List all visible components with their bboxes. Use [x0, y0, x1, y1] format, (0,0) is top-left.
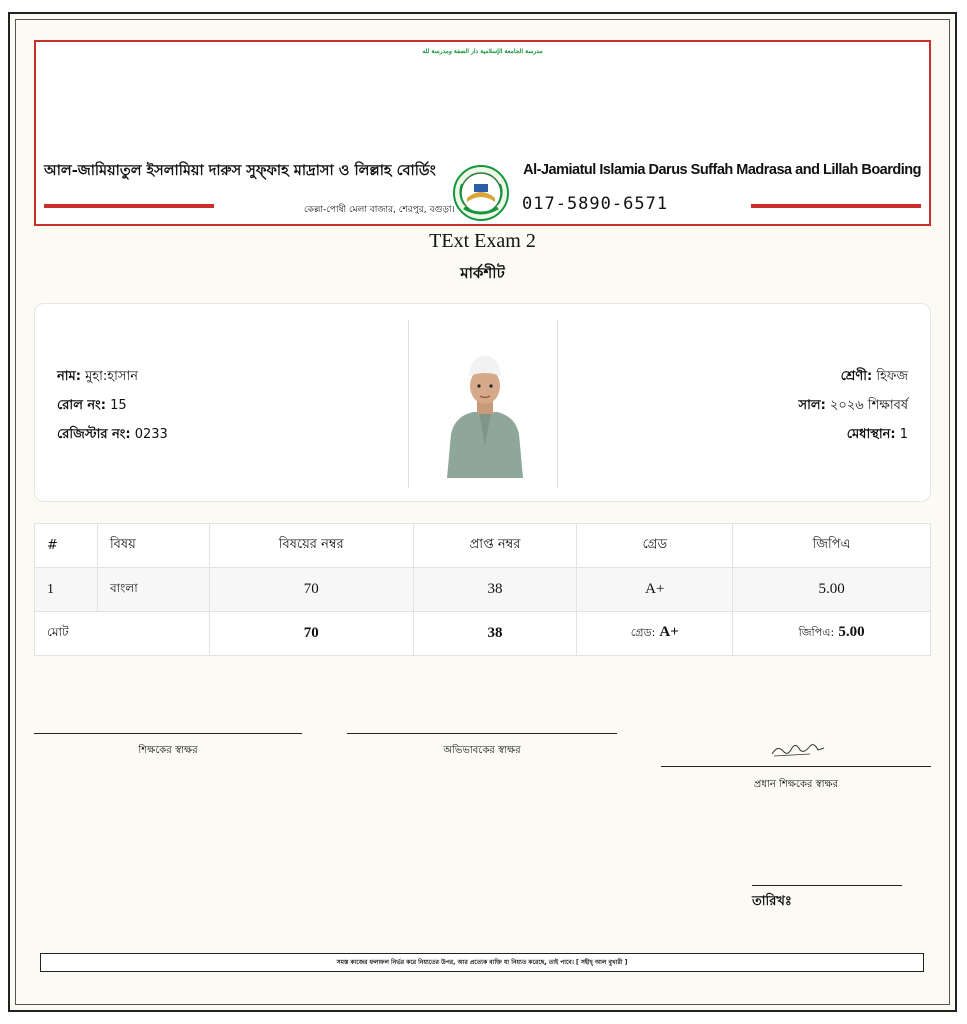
institution-header	[34, 40, 931, 226]
year-row	[799, 396, 908, 417]
student-photo	[443, 346, 527, 478]
total-grade-cell	[577, 612, 733, 656]
registration-value: 0233	[134, 427, 168, 442]
table-row	[35, 568, 931, 612]
table-header-row	[35, 524, 931, 568]
marks-table	[34, 523, 931, 656]
exam-title: TExt Exam 2	[429, 230, 536, 252]
total-gpa: 5.00	[838, 624, 865, 640]
class-label: শ্রেণী:	[840, 369, 873, 384]
registration-label: রেজিস্টার নং:	[57, 427, 131, 442]
row-gpa: 5.00	[733, 568, 931, 612]
year-value: ২০২৬ শিক্ষাবর্ষ	[829, 398, 908, 413]
row-subject: বাংলা	[97, 568, 209, 612]
col-header-gpa: জিপিএ	[733, 524, 931, 568]
table-total-row	[35, 612, 931, 656]
total-obtained-marks: 38	[413, 612, 577, 656]
header-right-divider	[751, 204, 921, 208]
student-name-row	[57, 367, 138, 388]
col-header-full-marks: বিষয়ের নম্বর	[209, 524, 413, 568]
roll-row	[57, 396, 127, 417]
roll-label: রোল নং:	[57, 398, 106, 413]
head-teacher-signature-line	[661, 766, 931, 767]
total-grade: A+	[659, 624, 679, 640]
row-grade: A+	[577, 568, 733, 612]
institution-phone: 017-5890-6571	[522, 194, 669, 214]
student-info-card	[34, 303, 931, 502]
class-value: হিফজ	[876, 369, 908, 384]
card-divider-right	[557, 320, 558, 488]
class-row	[841, 367, 908, 388]
teacher-signature-line	[34, 733, 302, 734]
row-obtained-marks: 38	[413, 568, 577, 612]
col-header-subject: বিষয়	[97, 524, 209, 568]
guardian-signature-line	[347, 733, 617, 734]
bengali-institution-name: আল-জামিয়াতুল ইসলামিয়া দারুস সুফ্ফাহ মাদ্রাসা ও লিল্লাহ বোর্ডিং	[44, 163, 436, 179]
total-label: মোট	[35, 612, 210, 656]
institution-logo-icon	[452, 164, 510, 222]
date-label: তারিখঃ	[752, 894, 792, 909]
head-teacher-signature-label: প্রধান শিক্ষকের স্বাক্ষর	[753, 779, 839, 790]
teacher-signature-label: শিক্ষকের স্বাক্ষর	[138, 745, 198, 756]
total-full-marks: 70	[209, 612, 413, 656]
merit-value: 1	[899, 427, 908, 442]
total-grade-label: গ্রেড:	[630, 626, 656, 639]
guardian-signature-label: অভিভাবকের স্বাক্ষর	[443, 745, 521, 756]
date-line	[752, 885, 902, 886]
registration-row	[57, 425, 168, 446]
name-label: নাম:	[57, 369, 81, 384]
english-institution-name: Al-Jamiatul Islamia Darus Suffah Madrasa and Lillah Boarding	[523, 162, 921, 178]
merit-row	[847, 425, 908, 446]
card-divider-left	[408, 320, 409, 488]
head-teacher-signature-mark	[770, 738, 826, 760]
total-gpa-label: জিপিএ:	[798, 626, 835, 639]
header-left-divider	[44, 204, 214, 208]
total-gpa-cell	[733, 612, 931, 656]
year-label: সাল:	[798, 398, 826, 413]
student-name: মুহা:হাসান	[85, 369, 139, 384]
row-full-marks: 70	[209, 568, 413, 612]
institution-address: কেল্লা-পোষী মেলা বাজার, শেরপুর, বগুড়া।	[304, 205, 455, 215]
roll-value: 15	[110, 398, 127, 413]
col-header-serial: #	[35, 524, 98, 568]
col-header-obtained-marks: প্রাপ্ত নম্বর	[413, 524, 577, 568]
footer-hadith-quote: সমস্ত কাজের ফলাফল নির্ভর করে নিয়্যতের উপর, আর প্রত্যেক ব্যক্তি যা নিয়্যত করেছে, তাই পাবে। [ সহীহ্ আল বুখারী ]	[40, 953, 924, 972]
marksheet-title: মার্কশীট	[460, 264, 505, 282]
col-header-grade: গ্রেড	[577, 524, 733, 568]
arabic-institution-name: مدرسة الجامعة الإسلامية دار الصفة ومدرسة لله	[422, 48, 543, 55]
row-serial: 1	[35, 568, 98, 612]
merit-label: মেধাস্থান:	[846, 427, 896, 442]
